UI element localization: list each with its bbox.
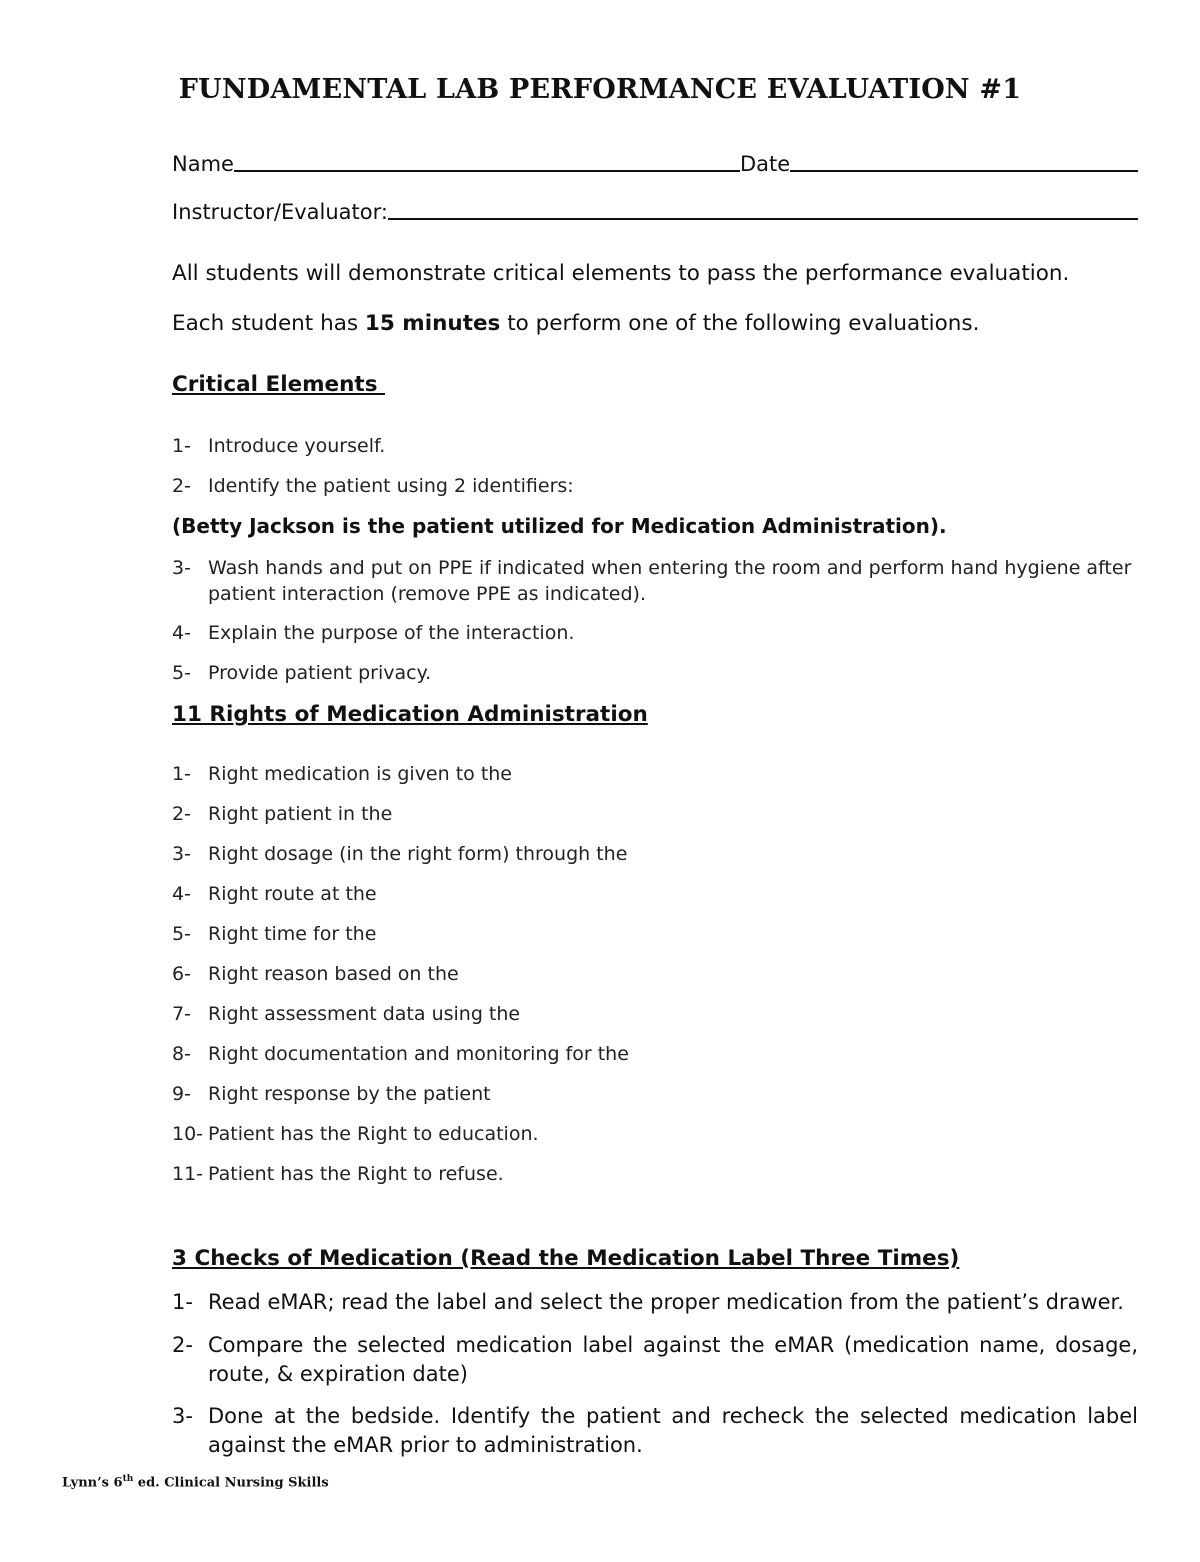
- critical-item-num: 5-: [172, 662, 191, 684]
- rights-item-6: [172, 963, 872, 985]
- critical-item-text: Explain the purpose of the interaction.: [208, 622, 575, 644]
- rights-item-text: Patient has the Right to refuse.: [208, 1163, 504, 1185]
- page-title: FUNDAMENTAL LAB PERFORMANCE EVALUATION #1: [178, 74, 1022, 105]
- critical-item-text: Wash hands and put on PPE if indicated when entering the room and perform hand hygiene after patient interaction (remove PPE as indicated).: [208, 557, 1132, 605]
- critical-elements-heading: Critical Elements: [172, 372, 385, 397]
- critical-item-num: 2-: [172, 475, 191, 497]
- rights-item-text: Right response by the patient: [208, 1083, 491, 1105]
- rights-item-text: Right assessment data using the: [208, 1003, 521, 1025]
- rights-item-text: Right time for the: [208, 923, 377, 945]
- rights-item-num: 7-: [172, 1003, 191, 1025]
- rights-item-text: Right reason based on the: [208, 963, 459, 985]
- rights-item-text: Right route at the: [208, 883, 377, 905]
- intro-line-2: [172, 311, 979, 336]
- rights-item-num: 4-: [172, 883, 191, 905]
- date-label: Date: [739, 152, 791, 176]
- rights-item-11: [172, 1163, 872, 1185]
- checks-item-text: Compare the selected medication label against the eMAR (medication name, dosage, route, & expiration date): [208, 1333, 1138, 1386]
- critical-item-3: [172, 555, 1138, 607]
- critical-item-text: Provide patient privacy.: [208, 662, 432, 684]
- rights-item-num: 3-: [172, 843, 191, 865]
- checks-item-num: 3-: [172, 1404, 193, 1428]
- critical-item-4: [172, 622, 1138, 644]
- patient-note: (Betty Jackson is the patient utilized for Medication Administration).: [172, 514, 947, 538]
- name-label: Name: [172, 152, 234, 176]
- rights-item-text: Right medication is given to the: [208, 763, 512, 785]
- checks-item-2: [172, 1331, 1138, 1389]
- instructor-row: [172, 200, 1138, 224]
- critical-item-5: [172, 662, 1138, 684]
- instructor-label: Instructor/Evaluator:: [172, 200, 388, 224]
- name-field[interactable]: [234, 170, 740, 172]
- checks-item-num: 1-: [172, 1290, 193, 1314]
- critical-item-text: Introduce yourself.: [208, 435, 386, 457]
- rights-item-num: 6-: [172, 963, 191, 985]
- rights-item-text: Right dosage (in the right form) through the: [208, 843, 628, 865]
- footer-after: ed. Clinical Nursing Skills: [133, 1475, 329, 1491]
- rights-item-num: 10-: [172, 1123, 204, 1145]
- intro-line-1: All students will demonstrate critical elements to pass the performance evaluation.: [172, 261, 1070, 286]
- rights-item-num: 9-: [172, 1083, 191, 1105]
- rights-item-text: Right patient in the: [208, 803, 393, 825]
- rights-item-num: 11-: [172, 1163, 204, 1185]
- rights-item-8: [172, 1043, 872, 1065]
- rights-item-num: 8-: [172, 1043, 191, 1065]
- name-date-row: [172, 152, 1138, 176]
- footer-citation: [62, 1474, 329, 1490]
- rights-item-text: Right documentation and monitoring for the: [208, 1043, 629, 1065]
- rights-item-text: Patient has the Right to education.: [208, 1123, 539, 1145]
- rights-heading: 11 Rights of Medication Administration: [172, 702, 648, 727]
- checks-item-1: [172, 1288, 1138, 1317]
- critical-item-2: [172, 475, 1138, 497]
- checks-heading: 3 Checks of Medication (Read the Medication Label Three Times): [172, 1246, 960, 1271]
- critical-item-text: Identify the patient using 2 identifiers:: [208, 475, 574, 497]
- footer-sup: th: [122, 1474, 134, 1484]
- intro-line-2-after: to perform one of the following evaluations.: [500, 311, 980, 336]
- rights-item-num: 5-: [172, 923, 191, 945]
- instructor-field[interactable]: [388, 218, 1138, 220]
- rights-item-1: [172, 763, 872, 785]
- date-field[interactable]: [790, 170, 1138, 172]
- critical-item-num: 4-: [172, 622, 191, 644]
- rights-item-num: 1-: [172, 763, 191, 785]
- checks-item-text: Read eMAR; read the label and select the proper medication from the patient’s drawer.: [208, 1290, 1124, 1314]
- rights-item-2: [172, 803, 872, 825]
- critical-item-1: [172, 435, 1138, 457]
- rights-item-3: [172, 843, 872, 865]
- checks-item-text: Done at the bedside. Identify the patient and recheck the selected medication label against the eMAR prior to administration.: [208, 1404, 1138, 1457]
- rights-item-7: [172, 1003, 872, 1025]
- checks-item-3: [172, 1402, 1138, 1460]
- rights-item-4: [172, 883, 872, 905]
- rights-item-num: 2-: [172, 803, 191, 825]
- intro-time-limit: 15 minutes: [364, 311, 501, 336]
- checks-item-num: 2-: [172, 1333, 193, 1357]
- rights-item-5: [172, 923, 872, 945]
- critical-item-num: 3-: [172, 557, 191, 579]
- critical-item-num: 1-: [172, 435, 191, 457]
- rights-item-10: [172, 1123, 872, 1145]
- footer-before: Lynn’s 6: [62, 1475, 123, 1491]
- intro-line-2-before: Each student has: [172, 311, 365, 336]
- rights-item-9: [172, 1083, 872, 1105]
